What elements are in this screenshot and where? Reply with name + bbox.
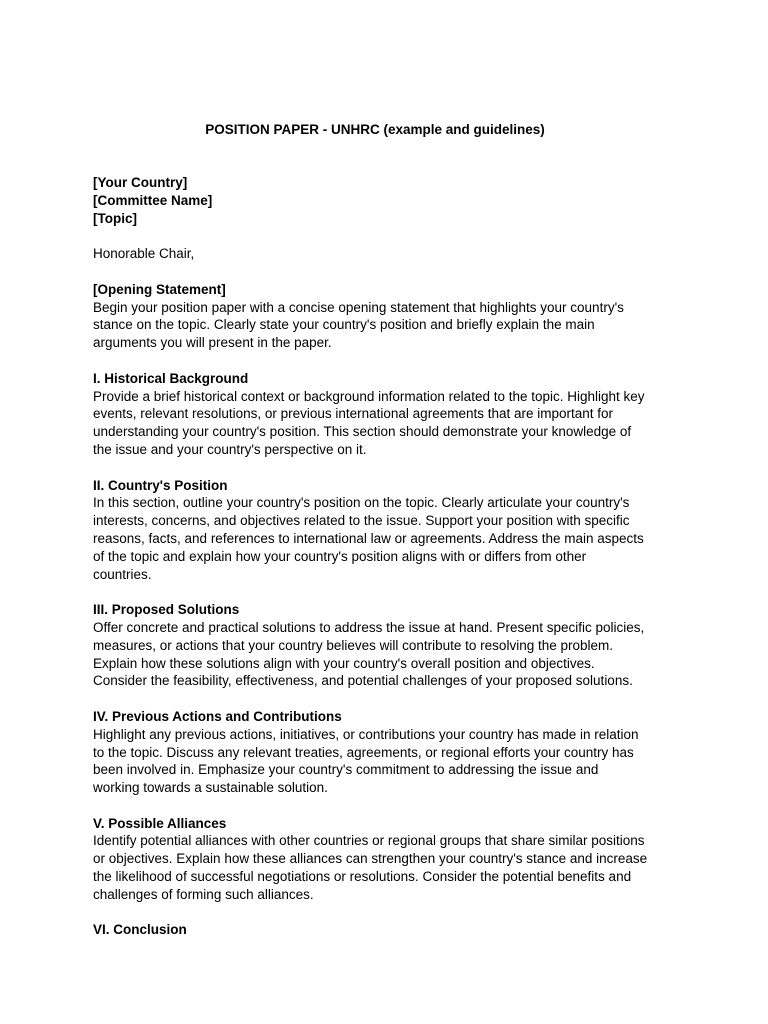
header-field-committee: [Committee Name] (93, 192, 213, 208)
document-body (93, 174, 693, 939)
section-text-line: Highlight any previous actions, initiatives, or contributions your country has made in relation (93, 726, 639, 742)
document-title: POSITION PAPER - UNHRC (example and guidelines) (205, 122, 545, 137)
spacer (93, 459, 693, 477)
spacer (93, 690, 693, 708)
header-field-topic: [Topic] (93, 210, 137, 226)
section (93, 601, 693, 708)
spacer (93, 263, 693, 281)
section (93, 370, 693, 477)
spacer (93, 227, 693, 245)
section-text-line: countries. (93, 566, 152, 582)
section-text-line: been involved in. Emphasize your country's commitment to addressing the issue and (93, 762, 599, 778)
header-field-country: [Your Country] (93, 175, 188, 190)
section (93, 708, 693, 815)
spacer (93, 797, 693, 815)
section (93, 921, 693, 939)
section (93, 477, 693, 602)
section-heading: [Opening Statement] (93, 281, 226, 297)
section-heading: III. Proposed Solutions (93, 602, 240, 618)
section-text-line: interests, concerns, and objectives related to the issue. Support your position with specific (93, 513, 630, 529)
spacer (93, 352, 693, 370)
section-text-line: reasons, facts, and references to international law or agreements. Address the main aspects (93, 530, 644, 546)
spacer (93, 904, 693, 922)
section-heading: IV. Previous Actions and Contributions (93, 708, 342, 724)
section-heading: II. Country's Position (93, 477, 228, 493)
section-heading: V. Possible Alliances (93, 815, 227, 831)
spacer (93, 583, 693, 601)
section-text-line: Begin your position paper with a concise opening statement that highlights your country's (93, 299, 624, 315)
section-text-line: of the topic and explain how your country's position aligns with or differs from other (93, 548, 587, 564)
section-text-line: or objectives. Explain how these alliances can strengthen your country's stance and increase (93, 851, 648, 867)
section-text-line: In this section, outline your country's position on the topic. Clearly articulate your country's (93, 495, 630, 511)
section-text-line: Offer concrete and practical solutions to address the issue at hand. Present specific policies, (93, 619, 645, 635)
section (93, 815, 693, 922)
section-text-line: events, relevant resolutions, or previous international agreements that are important for (93, 406, 614, 422)
section-text-line: understanding your country's position. This section should demonstrate your knowledge of (93, 424, 632, 440)
section-text-line: measures, or actions that your country believes will contribute to resolving the problem. (93, 637, 614, 653)
salutation: Honorable Chair, (93, 246, 195, 262)
section-heading: VI. Conclusion (93, 922, 187, 938)
section-text-line: challenges of forming such alliances. (93, 886, 314, 902)
section-text-line: arguments you will present in the paper. (93, 335, 332, 351)
section-text-line: the issue and your country's perspective on it. (93, 441, 367, 457)
section-text-line: Consider the feasibility, effectiveness, and potential challenges of your proposed solutions. (93, 673, 633, 689)
section-heading: I. Historical Background (93, 370, 249, 386)
section-text-line: working towards a sustainable solution. (93, 780, 328, 796)
section (93, 281, 693, 370)
section-text-line: Provide a brief historical context or background information related to the topic. Highlight key (93, 388, 645, 404)
section-text-line: stance on the topic. Clearly state your country's position and briefly explain the main (93, 317, 595, 333)
section-text-line: Identify potential alliances with other countries or regional groups that share similar positions (93, 833, 645, 849)
section-text-line: the likelihood of successful negotiations or resolutions. Consider the potential benefits and (93, 869, 632, 885)
section-text-line: Explain how these solutions align with your country's overall position and objectives. (93, 655, 595, 671)
sections-container (93, 281, 693, 939)
section-text-line: to the topic. Discuss any relevant treaties, agreements, or regional efforts your country has (93, 744, 634, 760)
